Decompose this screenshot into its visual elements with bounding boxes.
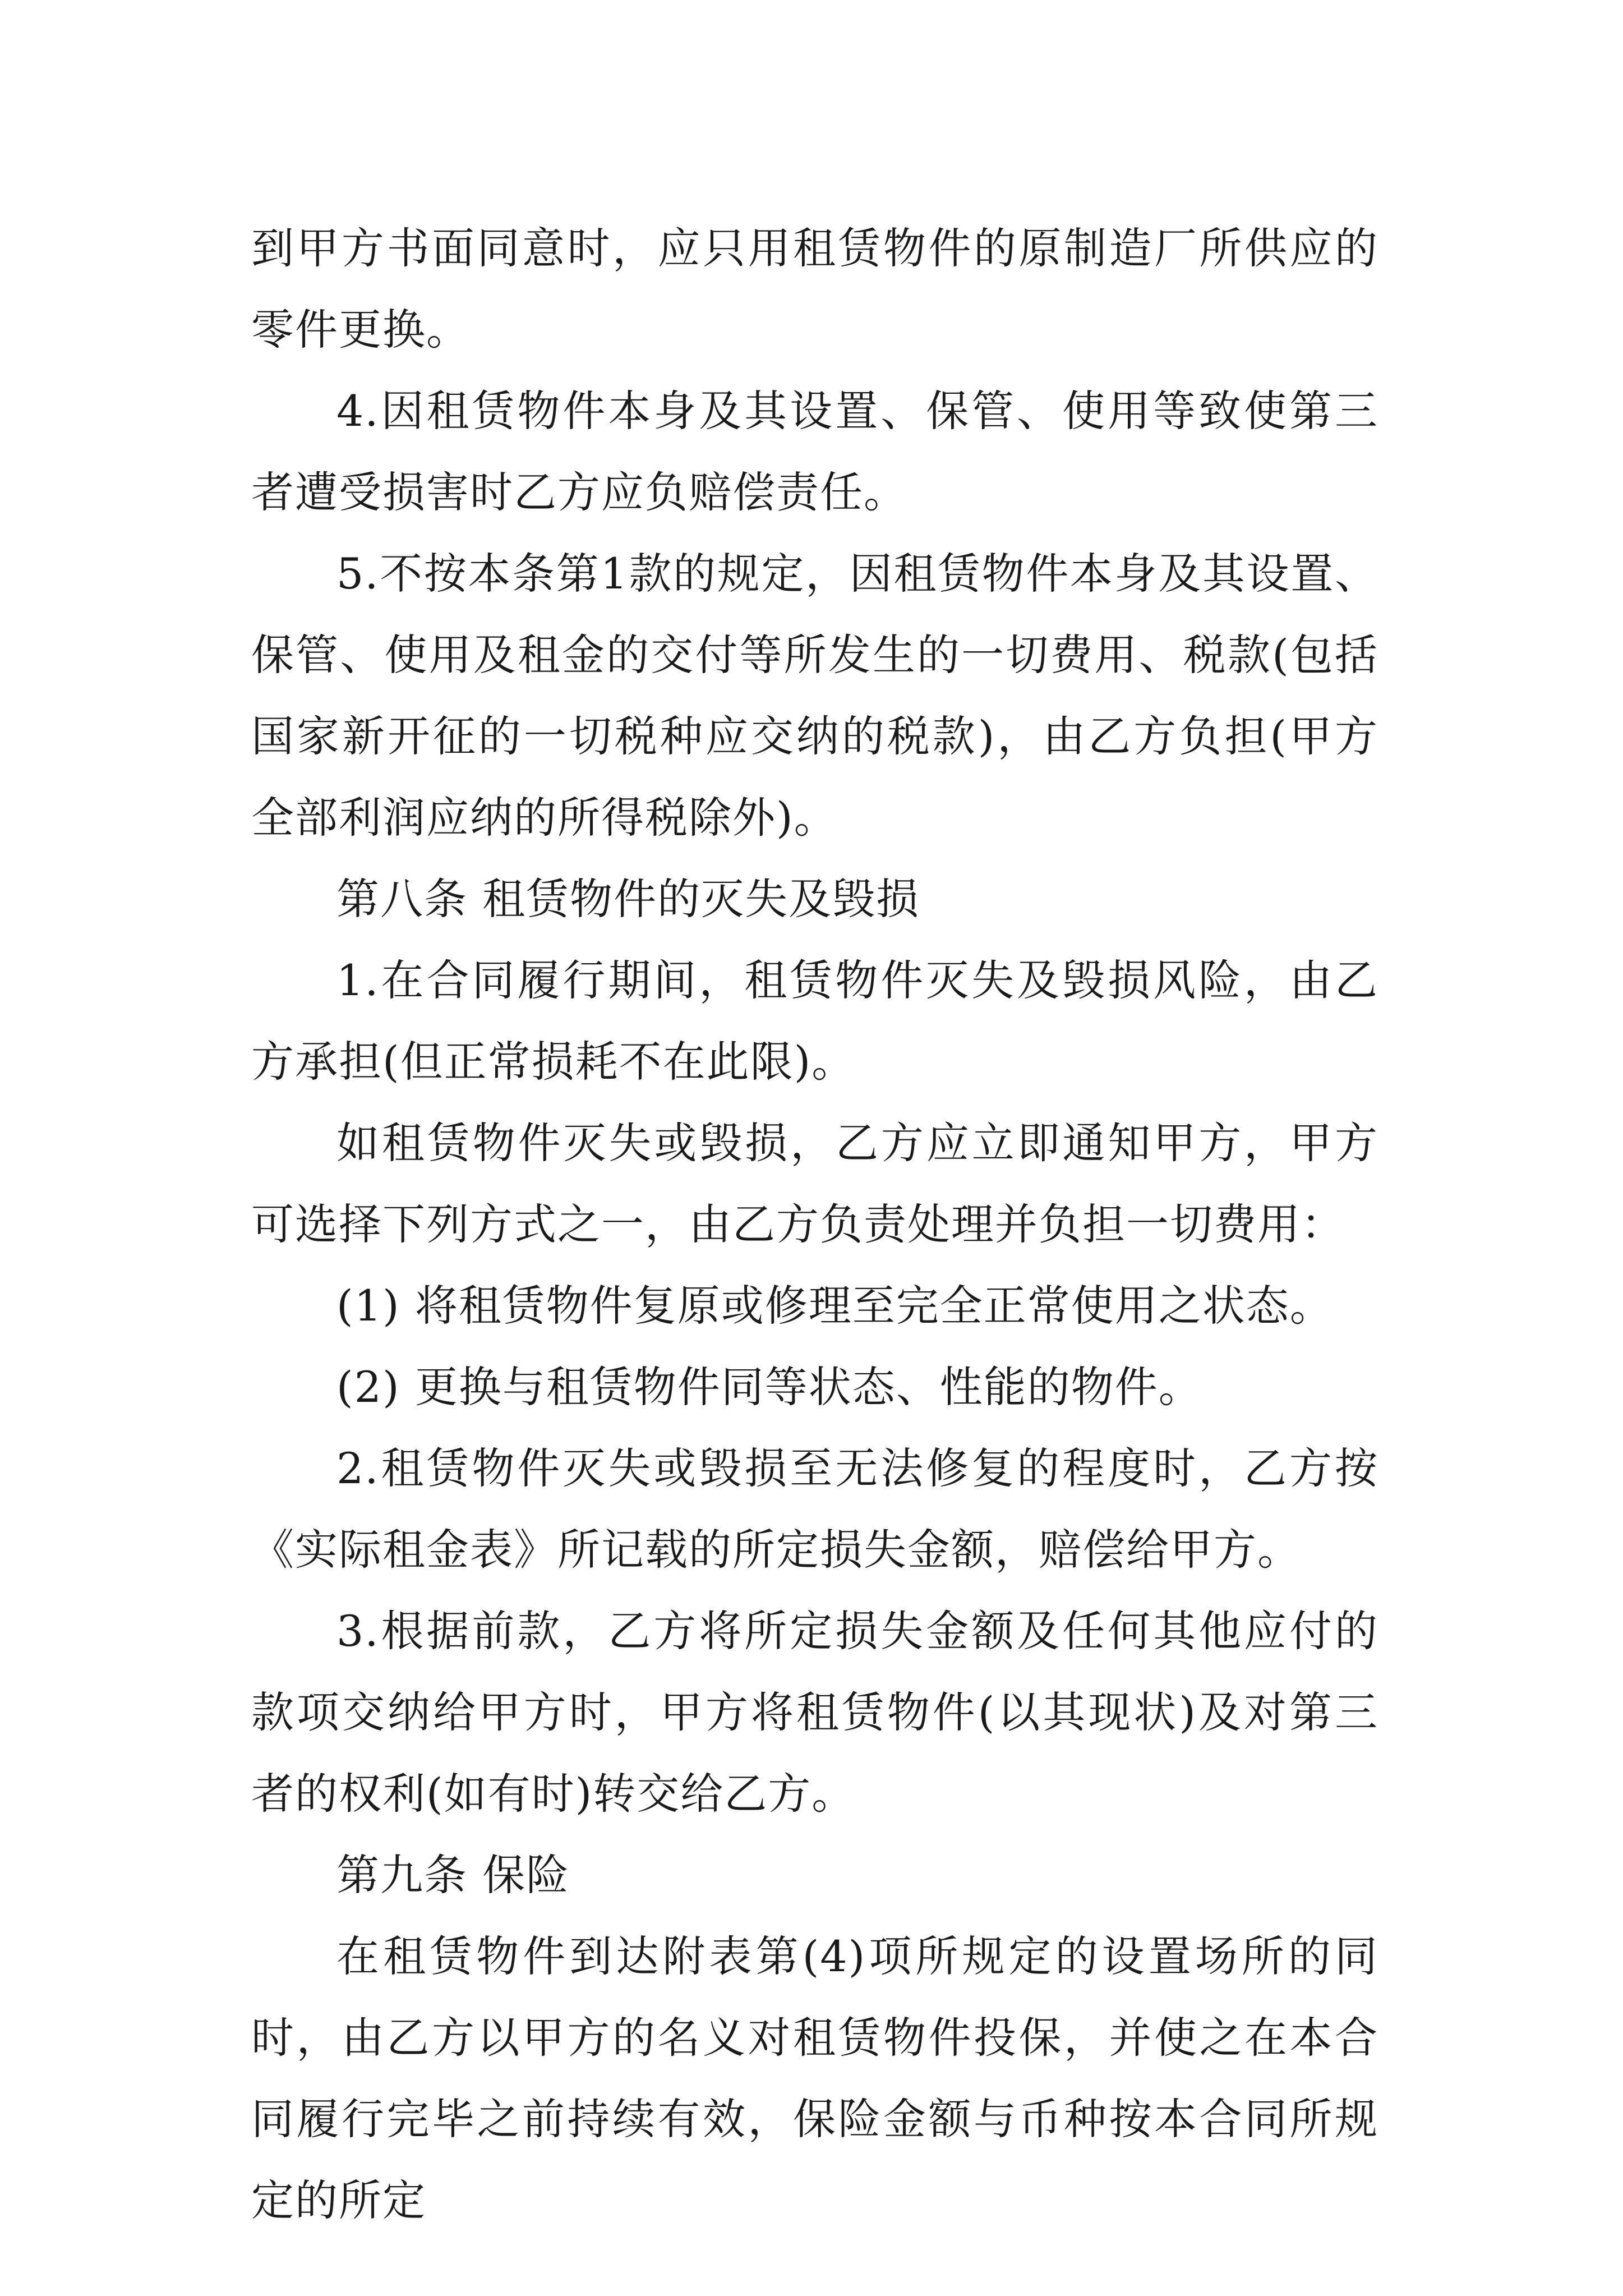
- paragraph-article-8-clause-3: 3.根据前款，乙方将所定损失金额及任何其他应付的款项交纳给甲方时，甲方将租赁物件(以其现状)及对第三者的权利(如有时)转交给乙方。: [251, 1606, 1378, 1819]
- contract-body: [251, 208, 1378, 2241]
- list-item-option-1: (1) 将租赁物件复原或修理至完全正常使用之状态。: [336, 1281, 1334, 1331]
- article-9-heading: 第九条 保险: [336, 1850, 570, 1900]
- paragraph-clause-4: 4.因租赁物件本身及其设置、保管、使用等致使第三者遭受损害时乙方应负赔偿责任。: [251, 386, 1378, 517]
- paragraph-insurance: 在租赁物件到达附表第(4)项所规定的设置场所的同时，由乙方以甲方的名义对租赁物件投保，并使之在本合同履行完毕之前持续有效，保险金额与币种按本合同所规定的所定: [251, 1931, 1378, 2225]
- paragraph-article-8-clause-2: 2.租赁物件灭失或毁损至无法修复的程度时，乙方按《实际租金表》所记载的所定损失金额，赔偿给甲方。: [251, 1443, 1378, 1575]
- list-item-option-2: (2) 更换与租赁物件同等状态、性能的物件。: [336, 1362, 1202, 1412]
- paragraph-article-8-clause-1: 1.在合同履行期间，租赁物件灭失及毁损风险，由乙方承担(但正常损耗不在此限)。: [251, 955, 1378, 1087]
- paragraph-continuation: 到甲方书面同意时，应只用租赁物件的原制造厂所供应的零件更换。: [251, 223, 1378, 355]
- paragraph-clause-5: 5.不按本条第1款的规定，因租赁物件本身及其设置、保管、使用及租金的交付等所发生的一切费用、税款(包括国家新开征的一切税种应交纳的税款)，由乙方负担(甲方全部利润应纳的所得税除外)。: [251, 549, 1378, 843]
- article-8-heading: 第八条 租赁物件的灭失及毁损: [336, 874, 920, 924]
- paragraph-damage-notice: 如租赁物件灭失或毁损，乙方应立即通知甲方，甲方可选择下列方式之一，由乙方负责处理并负担一切费用：: [251, 1118, 1378, 1249]
